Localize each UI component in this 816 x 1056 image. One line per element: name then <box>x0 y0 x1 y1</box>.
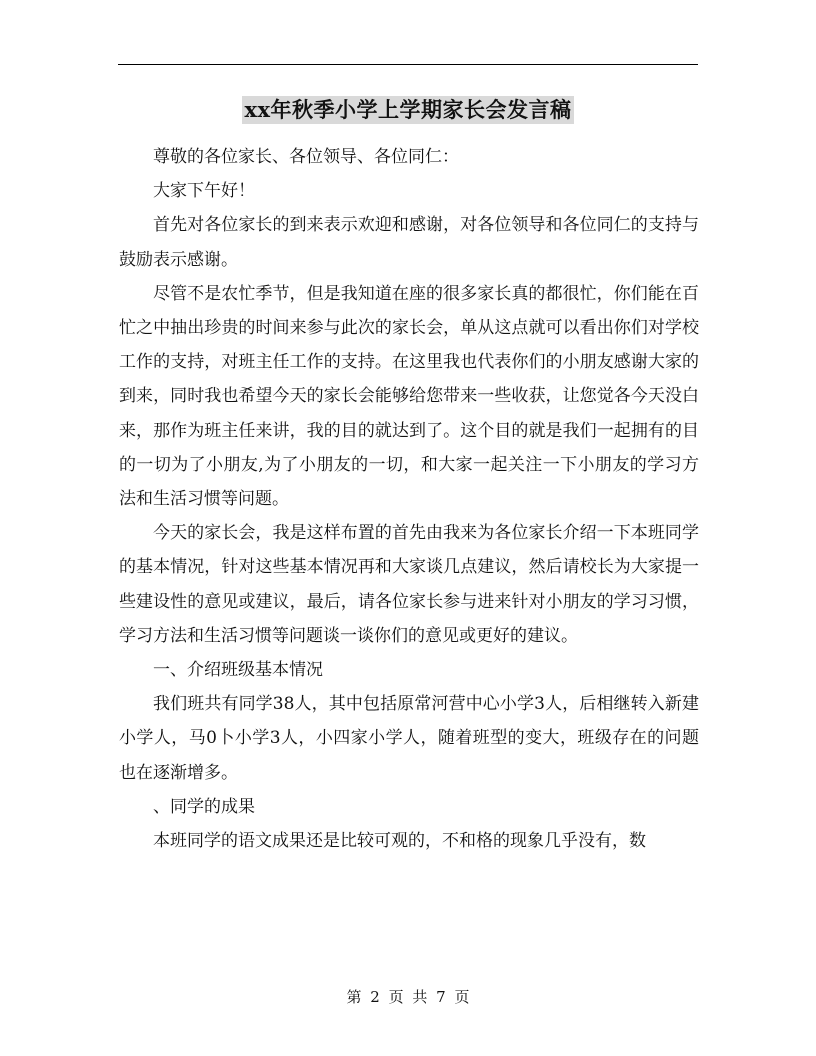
greeting: 大家下午好！ <box>153 181 255 202</box>
section-heading-2: 、同学的成果 <box>153 796 255 817</box>
paragraph-gratitude: 尽管不是农忙季节，但是我知道在座的很多家长真的都很忙，你们能在百忙之中抽出珍贵的时间来参与此次的家长会，单从这点就可以看出你们对学校工作的支持，对班主任工作的支持。在这里我也代表你们的小朋友感谢大家的到来，同时我也希望今天的家长会能够给您带来一些收获，让您觉各今天没白来，那作为班主任来讲，我的目的就达到了。这个目的就是我们一起拥有的目的一切为了小朋友,为了小朋友的一切，和大家一起关注一下小朋友的学习方法和生活习惯等问题。 <box>119 283 699 510</box>
paragraph-class-info: 我们班共有同学38人，其中包括原常河营中心小学3人，后相继转入新建小学人，马0卜小学3人，小四家小学人，随着班型的变大，班级存在的问题也在逐渐增多。 <box>119 694 699 783</box>
header-rule <box>118 64 698 65</box>
page-number-footer: 第 2 页 共 7 页 <box>346 988 470 1006</box>
section-heading-1: 一、介绍班级基本情况 <box>153 660 323 681</box>
document-title: xx年秋季小学上学期家长会发言稿 <box>244 97 572 122</box>
paragraph-agenda: 今天的家长会，我是这样布置的首先由我来为各位家长介绍一下本班同学的基本情况，针对这些基本情况再和大家谈几点建议，然后请校长为大家提一些建设性的意见或建议，最后，请各位家长参与进来针对小朋友的学习习惯，学习方法和生活习惯等问题谈一谈你们的意见或更好的建议。 <box>119 523 699 646</box>
title-container <box>0 96 816 124</box>
salutation: 尊敬的各位家长、各位领导、各位同仁： <box>153 147 459 167</box>
paragraph-results: 本班同学的语文成果还是比较可观的，不和格的现象几乎没有，数 <box>153 831 646 852</box>
document-body <box>119 140 699 858</box>
paragraph-thanks: 首先对各位家长的到来表示欢迎和感谢，对各位领导和各位同仁的支持与鼓励表示感谢。 <box>119 215 699 270</box>
